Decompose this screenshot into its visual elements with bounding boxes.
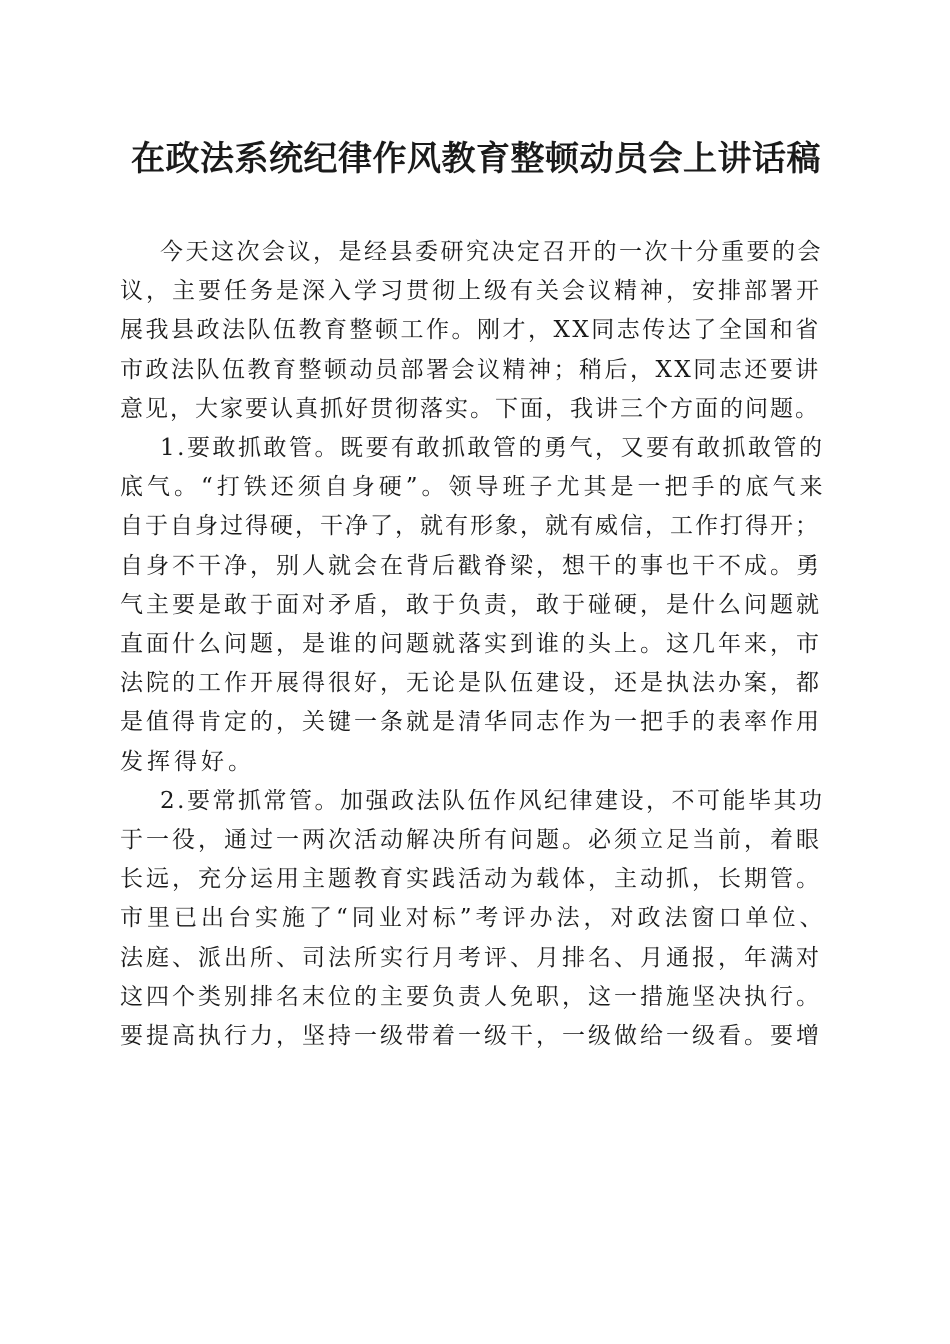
text-line: 自于自身过得硬，干净了，就有形象，就有威信，工作打得开； [120,513,820,540]
text-line: 于一役，通过一两次活动解决所有问题。必须立足当前，着眼 [120,827,822,854]
text-line: 2.要常抓常管。加强政法队伍作风纪律建设，不可能毕其功 [160,787,825,814]
text-line: 1.要敢抓敢管。既要有敢抓敢管的勇气，又要有敢抓敢管的 [160,435,825,462]
paragraph-point-1 [120,429,832,782]
text-line: 展我县政法队伍教育整顿工作。刚才，XX同志传达了全国和省 [120,317,821,344]
text-line: 意见，大家要认真抓好贯彻落实。下面，我讲三个方面的问题。 [120,395,820,422]
text-line: 市政法队伍教育整顿动员部署会议精神；稍后，XX同志还要讲 [120,356,821,383]
text-line: 议，主要任务是深入学习贯彻上级有关会议精神，安排部署开 [120,278,822,305]
text-line: 要提高执行力，坚持一级带着一级干，一级做给一级看。要增 [120,1023,822,1050]
text-line: 直面什么问题，是谁的问题就落实到谁的头上。这几年来，市 [120,631,822,658]
document-title: 在政法系统纪律作风教育整顿动员会上讲话稿 [131,139,821,179]
text-line: 这四个类别排名末位的主要负责人免职，这一措施坚决执行。 [120,983,822,1010]
text-line: 今天这次会议，是经县委研究决定召开的一次十分重要的会 [160,239,823,265]
text-line: 气主要是敢于面对矛盾，敢于负责，敢于碰硬，是什么问题就 [120,591,822,618]
paragraph-intro [120,233,832,429]
text-line: 市里已出台实施了“同业对标”考评办法，对政法窗口单位、 [120,905,827,932]
paragraph-point-2 [120,782,832,1056]
text-line: 发挥得好。 [120,748,255,775]
document-body [120,233,832,1056]
text-line: 自身不干净，别人就会在背后戳脊梁，想干的事也干不成。勇 [120,552,822,579]
text-line: 法庭、派出所、司法所实行月考评、月排名、月通报，年满对 [120,944,822,971]
text-line: 底气。“打铁还须自身硬”。领导班子尤其是一把手的底气来 [120,474,827,501]
text-line: 长远，充分运用主题教育实践活动为载体，主动抓，长期管。 [120,866,822,893]
text-line: 是值得肯定的，关键一条就是清华同志作为一把手的表率作用 [120,709,822,736]
text-line: 法院的工作开展得很好，无论是队伍建设，还是执法办案，都 [120,670,822,697]
